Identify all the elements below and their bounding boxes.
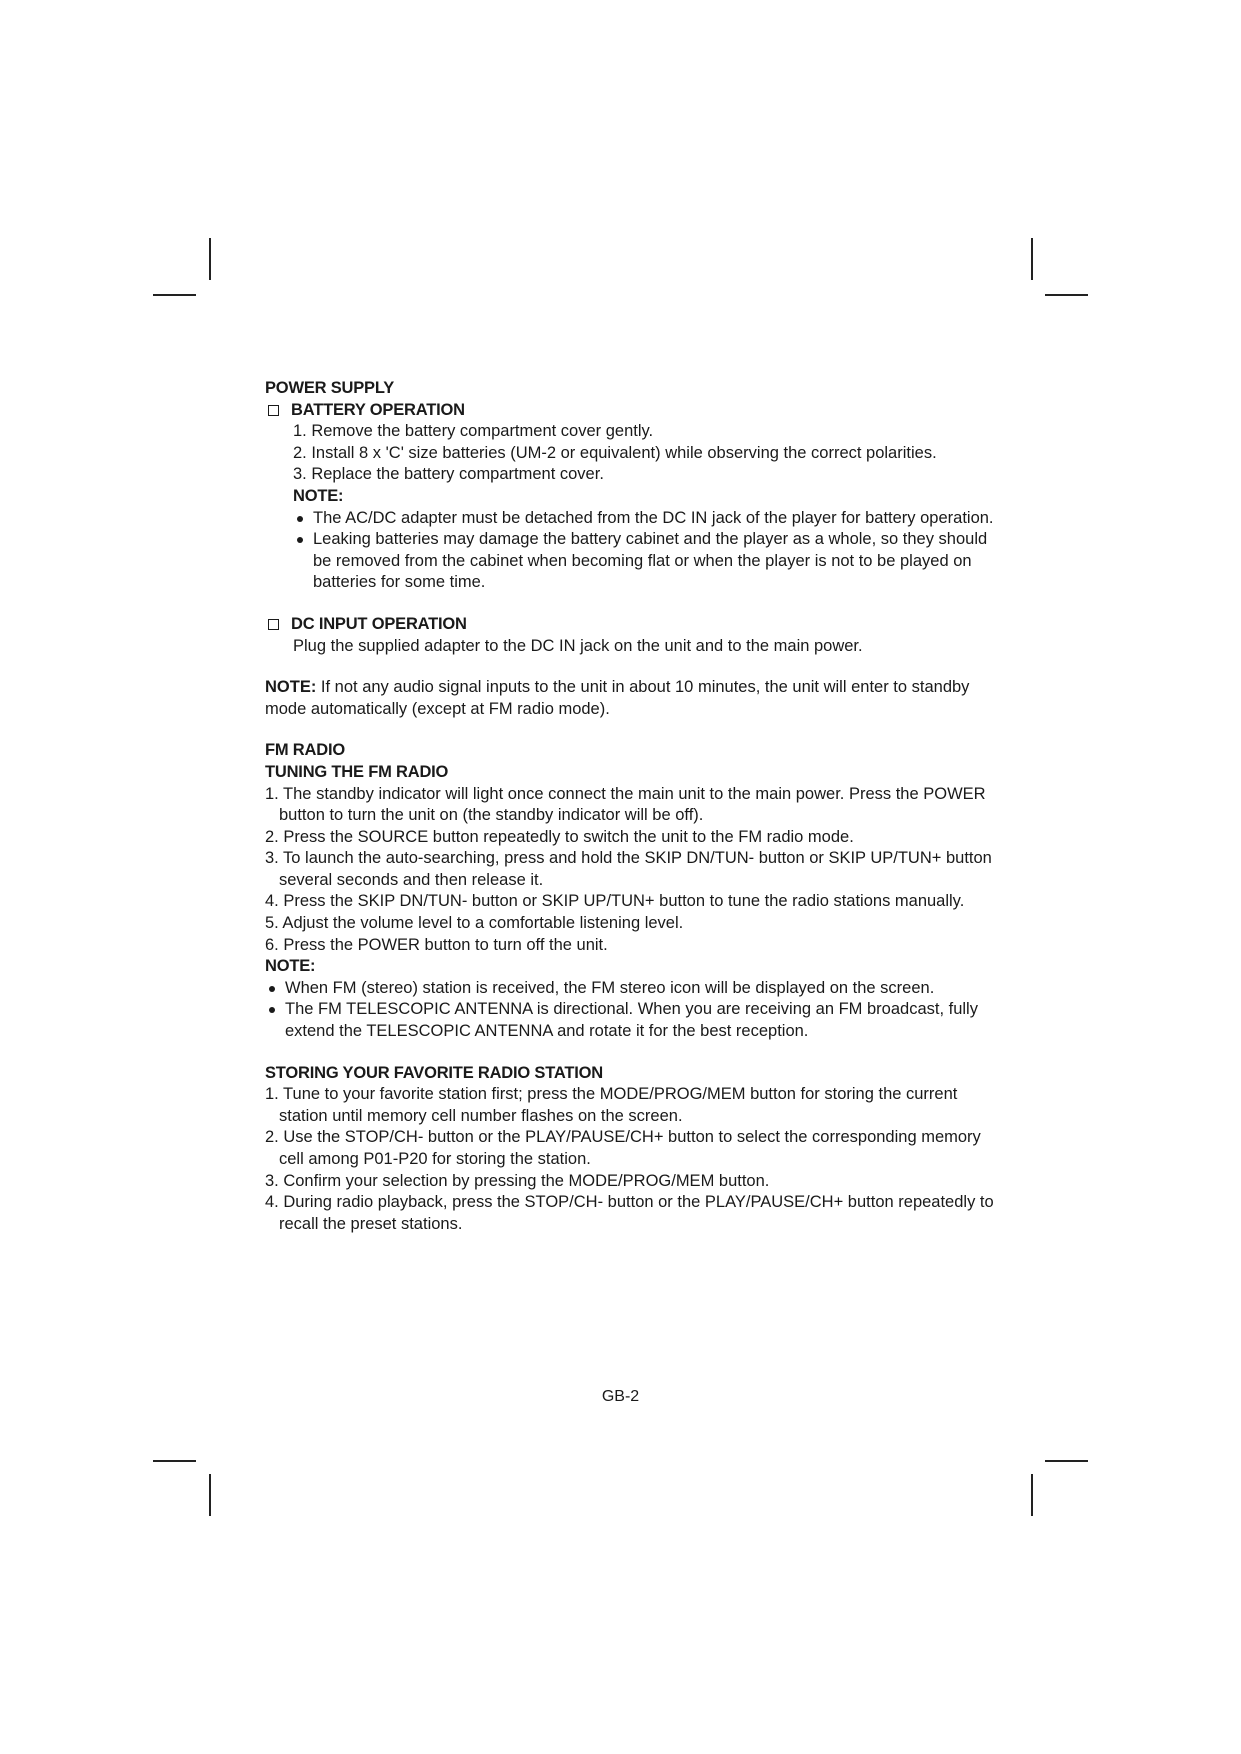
storing-step: 3. Confirm your selection by pressing the MODE/PROG/MEM button. — [265, 1171, 770, 1190]
fm-note-label: NOTE: — [265, 957, 316, 976]
battery-note-item: Leaking batteries may damage the battery cabinet and the player as a whole, so they should be removed from the cabinet when becoming flat or when the player is not to be played on batteries for some time. — [293, 529, 1005, 594]
standby-note-text: If not any audio signal inputs to the unit in about 10 minutes, the unit will enter to standby mode automatically (except at FM radio mode). — [265, 678, 970, 718]
power-supply-heading: POWER SUPPLY — [265, 379, 395, 397]
storing-step: 4. During radio playback, press the STOP/CH- button or the PLAY/PAUSE/CH+ button repeatedly to recall the preset stations. — [265, 1193, 994, 1233]
fm-note-item: The FM TELESCOPIC ANTENNA is directional. When you are receiving an FM broadcast, fully extend the TELESCOPIC ANTENNA and rotate it for the best reception. — [265, 999, 1005, 1042]
battery-operation-heading — [265, 400, 1005, 422]
storing-step: 2. Use the STOP/CH- button or the PLAY/PAUSE/CH+ button to select the corresponding memory cell among P01-P20 for storing the station. — [265, 1128, 981, 1168]
crop-mark-top-left-horizontal — [153, 294, 196, 296]
battery-step: 1. Remove the battery compartment cover gently. — [293, 422, 654, 441]
tuning-step: 6. Press the POWER button to turn off the unit. — [265, 935, 608, 954]
dc-input-text: Plug the supplied adapter to the DC IN jack on the unit and to the main power. — [293, 636, 863, 655]
storing-heading: STORING YOUR FAVORITE RADIO STATION — [265, 1063, 603, 1082]
battery-notes — [265, 508, 1005, 594]
fm-note-item: When FM (stereo) station is received, the FM stereo icon will be displayed on the screen. — [265, 978, 1005, 1000]
battery-step: 3. Replace the battery compartment cover. — [293, 465, 604, 484]
tuning-step: 4. Press the SKIP DN/TUN- button or SKIP UP/TUN+ button to tune the radio stations manually. — [265, 892, 965, 911]
battery-operation-title: BATTERY OPERATION — [291, 400, 465, 419]
dc-input-title: DC INPUT OPERATION — [291, 614, 467, 633]
crop-mark-bottom-left-vertical — [209, 1474, 211, 1516]
crop-mark-top-right-vertical — [1031, 238, 1033, 280]
battery-step: 2. Install 8 x 'C' size batteries (UM-2 or equivalent) while observing the correct polarities. — [293, 443, 937, 462]
manual-content — [265, 378, 1005, 1235]
battery-note-item: The AC/DC adapter must be detached from the DC IN jack of the player for battery operation. — [293, 508, 1005, 530]
crop-mark-top-left-vertical — [209, 238, 211, 280]
page-number: GB-2 — [601, 1388, 640, 1405]
battery-note-label: NOTE: — [293, 486, 344, 505]
tuning-step: 1. The standby indicator will light once connect the main unit to the main power. Press the POWER button to turn the unit on (the standby indicator will be off). — [265, 784, 986, 825]
tuning-step: 5. Adjust the volume level to a comfortable listening level. — [265, 914, 684, 933]
tuning-steps — [265, 784, 1005, 957]
crop-mark-bottom-right-vertical — [1031, 1474, 1033, 1516]
tuning-heading: TUNING THE FM RADIO — [265, 762, 449, 781]
crop-mark-top-right-horizontal — [1045, 294, 1088, 296]
tuning-step: 2. Press the SOURCE button repeatedly to switch the unit to the FM radio mode. — [265, 827, 854, 846]
battery-steps — [265, 421, 1005, 486]
crop-mark-bottom-left-horizontal — [153, 1460, 196, 1462]
fm-notes — [265, 978, 1005, 1043]
storing-steps — [265, 1084, 1005, 1235]
fm-radio-heading: FM RADIO — [265, 741, 345, 760]
tuning-step: 3. To launch the auto-searching, press and hold the SKIP DN/TUN- button or SKIP UP/TUN+ button several seconds and then release it. — [265, 849, 992, 889]
dc-input-heading — [265, 614, 1005, 636]
checkbox-square-icon — [268, 405, 279, 416]
standby-note-label: NOTE: — [265, 678, 317, 697]
standby-note — [265, 677, 1005, 720]
crop-mark-bottom-right-horizontal — [1045, 1460, 1088, 1462]
checkbox-square-icon — [268, 619, 279, 630]
storing-step: 1. Tune to your favorite station first; press the MODE/PROG/MEM button for storing the current station until memory cell number flashes on the screen. — [265, 1085, 958, 1125]
